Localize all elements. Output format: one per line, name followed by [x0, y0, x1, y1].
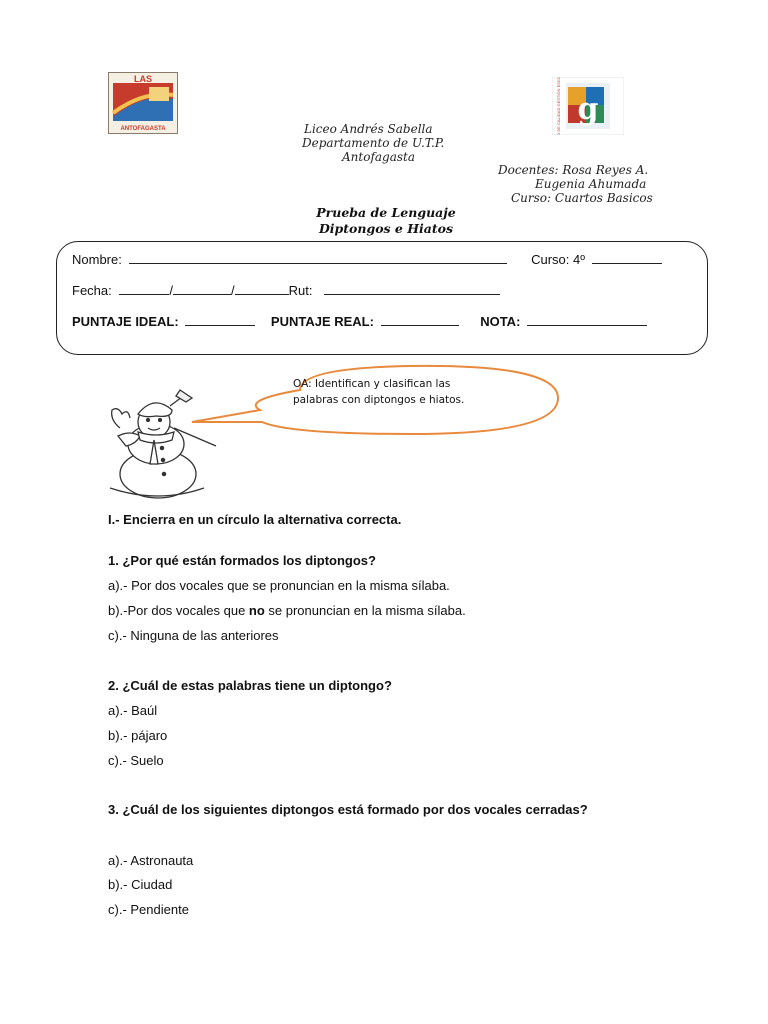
question-1-option-a[interactable]: a).- Por dos vocales que se pronuncian en la misma sílaba. — [108, 578, 450, 593]
objective-line: palabras con diptongos e hiatos. — [293, 394, 465, 406]
school-line: Departamento de U.T.P. — [302, 136, 445, 150]
puntaje-ideal-field[interactable] — [185, 314, 255, 326]
row-nombre — [72, 252, 662, 267]
fecha-month-field[interactable] — [173, 283, 231, 295]
option-text: b).-Por dos vocales que — [108, 603, 249, 618]
school-info — [302, 122, 444, 164]
teacher-line: Curso: Cuartos Basicos — [511, 191, 653, 205]
fecha-year-field[interactable] — [235, 283, 289, 295]
question-3: 3. ¿Cuál de los siguientes diptongos está formado por dos vocales cerradas? — [108, 802, 588, 817]
nota-label: NOTA: — [480, 314, 521, 329]
objective-text — [293, 376, 464, 408]
title-line: Prueba de Lenguaje — [316, 205, 456, 220]
question-3-option-a[interactable]: a).- Astronauta — [108, 853, 194, 868]
curso-field[interactable] — [592, 252, 662, 264]
logo-right-text: SELLO DE CALIDAD GESTIÓN ESCOLAR — [556, 77, 561, 135]
section-instruction: I.- Encierra en un círculo la alternativa correcta. — [108, 512, 402, 527]
question-2-option-a[interactable]: a).- Baúl — [108, 703, 158, 718]
fecha-day-field[interactable] — [119, 283, 169, 295]
question-1-option-b[interactable] — [108, 603, 466, 618]
svg-text:g: g — [577, 92, 599, 127]
test-title — [310, 205, 462, 237]
teacher-info — [498, 163, 653, 205]
snowman-illustration — [100, 388, 220, 500]
question-2-option-c[interactable]: c).- Suelo — [108, 753, 164, 768]
nota-field[interactable] — [527, 314, 647, 326]
row-puntaje — [72, 314, 647, 329]
puntaje-real-field[interactable] — [381, 314, 459, 326]
puntaje-ideal-label: PUNTAJE IDEAL: — [72, 314, 179, 329]
date-slash: / — [169, 283, 173, 298]
fecha-label: Fecha: — [72, 283, 112, 298]
question-2-option-b[interactable]: b).- pájaro — [108, 728, 168, 743]
school-logo — [108, 72, 178, 134]
teacher-line: Docentes: Rosa Reyes A. — [498, 163, 649, 177]
question-1: 1. ¿Por qué están formados los diptongos? — [108, 553, 376, 568]
question-2: 2. ¿Cuál de estas palabras tiene un diptongo? — [108, 678, 392, 693]
title-line: Diptongos e Hiatos — [318, 221, 454, 236]
logo-left-text: LAS — [134, 74, 152, 84]
rut-field[interactable] — [324, 283, 500, 295]
question-1-option-c[interactable]: c).- Ninguna de las anteriores — [108, 628, 279, 643]
option-text: se pronuncian en la misma sílaba. — [264, 603, 466, 618]
question-3-option-b[interactable]: b).- Ciudad — [108, 877, 173, 892]
teacher-line: Eugenia Ahumada — [535, 177, 647, 191]
option-emphasis: no — [248, 603, 265, 618]
nombre-label: Nombre: — [72, 252, 122, 267]
logo-left-city: ANTOFAGASTA — [120, 126, 166, 132]
nombre-field[interactable] — [129, 252, 507, 264]
quality-seal-logo — [552, 77, 624, 135]
question-3-option-c[interactable]: c).- Pendiente — [108, 902, 189, 917]
curso-label: Curso: 4º — [531, 252, 585, 267]
objective-line: OA: Identifican y clasifican las — [293, 378, 451, 390]
school-line: Antofagasta — [342, 150, 416, 164]
puntaje-real-label: PUNTAJE REAL: — [270, 314, 374, 329]
row-fecha — [72, 283, 500, 298]
rut-label: Rut: — [288, 283, 313, 298]
school-line: Liceo Andrés Sabella — [304, 122, 433, 136]
date-slash: / — [231, 283, 235, 298]
